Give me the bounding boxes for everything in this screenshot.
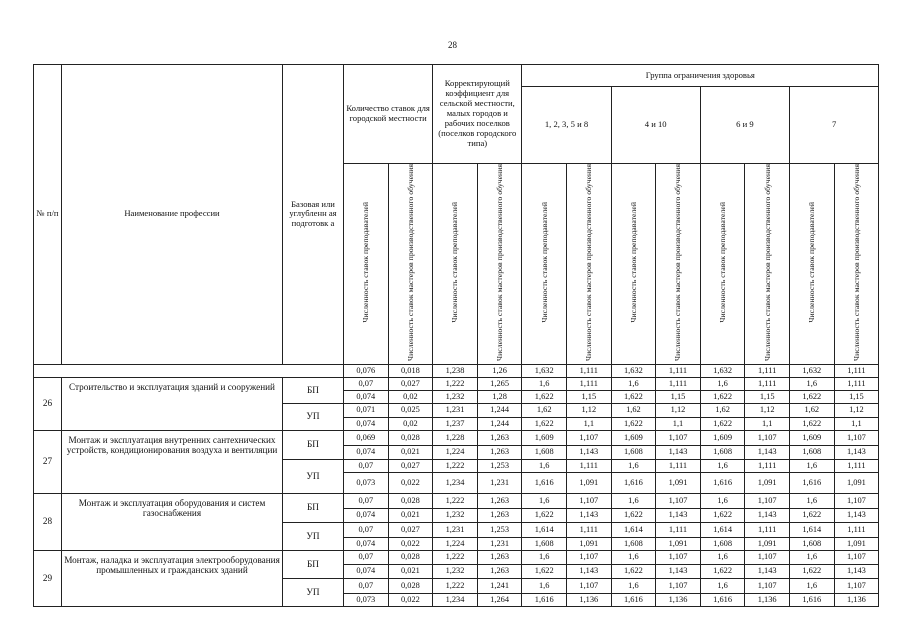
- value-cell: 1,6: [700, 493, 745, 508]
- profession-name: Монтаж, наладка и эксплуатация электрооборудования промышленных и гражданских зданий: [62, 550, 283, 606]
- value-cell: 1,1: [745, 417, 790, 430]
- value-cell: 1,107: [745, 430, 790, 445]
- value-cell: 1,622: [611, 417, 656, 430]
- value-cell: 1,1: [567, 417, 612, 430]
- value-cell: 0,07: [344, 377, 389, 390]
- value-cell: 0,021: [388, 508, 433, 522]
- value-cell: 0,074: [344, 564, 389, 578]
- value-cell: 1,12: [567, 403, 612, 417]
- header-city-group: Количество ставок для городской местности: [344, 65, 433, 164]
- value-cell: 1,6: [789, 550, 834, 564]
- value-cell: 1,6: [789, 377, 834, 390]
- value-cell: 1,264: [477, 593, 522, 606]
- value-cell: 0,074: [344, 417, 389, 430]
- value-cell: 1,222: [433, 493, 478, 508]
- value-cell: 1,234: [433, 593, 478, 606]
- staffing-table: [33, 64, 879, 607]
- health-group-2: 4 и 10: [611, 87, 700, 164]
- value-cell: 1,632: [522, 364, 567, 377]
- value-cell: 1,107: [834, 550, 879, 564]
- value-cell: 1,222: [433, 459, 478, 472]
- value-cell: 1,609: [700, 430, 745, 445]
- value-cell: 1,107: [567, 430, 612, 445]
- value-cell: 0,02: [388, 390, 433, 403]
- header-health-group: Группа ограничения здоровья: [522, 65, 879, 87]
- subheader-masters: [745, 164, 790, 365]
- value-cell: 1,263: [477, 564, 522, 578]
- value-cell: 1,222: [433, 377, 478, 390]
- subheader-teachers: [611, 164, 656, 365]
- training-type: БП: [283, 430, 344, 459]
- value-cell: 1,616: [611, 472, 656, 493]
- value-cell: 0,021: [388, 445, 433, 459]
- value-cell: 1,6: [789, 493, 834, 508]
- value-cell: 0,028: [388, 430, 433, 445]
- value-cell: 1,091: [745, 537, 790, 550]
- value-cell: 1,107: [567, 493, 612, 508]
- value-cell: 1,632: [789, 364, 834, 377]
- value-cell: 1,111: [834, 459, 879, 472]
- value-cell: 1,609: [611, 430, 656, 445]
- value-cell: 1,622: [789, 417, 834, 430]
- value-cell: 1,143: [745, 564, 790, 578]
- value-cell: 1,622: [611, 508, 656, 522]
- value-cell: 1,608: [700, 445, 745, 459]
- value-cell: 0,027: [388, 522, 433, 537]
- value-cell: 1,143: [656, 508, 701, 522]
- subheader-masters: [834, 164, 879, 365]
- value-cell: 1,107: [656, 550, 701, 564]
- value-cell: 0,028: [388, 550, 433, 564]
- value-cell: 1,091: [567, 537, 612, 550]
- value-cell: 1,6: [611, 550, 656, 564]
- value-cell: 1,6: [522, 578, 567, 593]
- value-cell: 1,622: [789, 564, 834, 578]
- value-cell: 1,111: [745, 459, 790, 472]
- profession-name: Монтаж и эксплуатация оборудования и систем газоснабжения: [62, 493, 283, 550]
- value-cell: 1,143: [834, 508, 879, 522]
- value-cell: 1,608: [789, 537, 834, 550]
- value-cell: 1,238: [433, 364, 478, 377]
- value-cell: 0,022: [388, 472, 433, 493]
- value-cell: 1,136: [834, 593, 879, 606]
- value-cell: 1,616: [789, 472, 834, 493]
- subheader-masters: [388, 164, 433, 365]
- table-row: [34, 550, 879, 564]
- subheader-text: Численность ставок преподавателей: [807, 202, 817, 323]
- value-cell: 1,263: [477, 430, 522, 445]
- value-cell: 1,609: [789, 430, 834, 445]
- value-cell: 0,076: [344, 364, 389, 377]
- subheader-masters: [477, 164, 522, 365]
- subheader-text: Численность ставок преподавателей: [450, 202, 460, 323]
- value-cell: 1,107: [834, 578, 879, 593]
- header-num: № п/п: [34, 65, 62, 365]
- subheader-text: Численность ставок преподавателей: [717, 202, 727, 323]
- subheader-masters: [656, 164, 701, 365]
- value-cell: 1,107: [834, 430, 879, 445]
- value-cell: 1,091: [834, 537, 879, 550]
- value-cell: 1,28: [477, 390, 522, 403]
- value-cell: 1,632: [611, 364, 656, 377]
- subheader-teachers: [789, 164, 834, 365]
- profession-number: 29: [34, 550, 62, 606]
- subheader-text: Численность ставок мастеров производственного обучения: [405, 164, 415, 361]
- value-cell: 0,027: [388, 377, 433, 390]
- value-cell: 1,231: [433, 522, 478, 537]
- subheader-masters: [567, 164, 612, 365]
- value-cell: 1,143: [567, 445, 612, 459]
- value-cell: 1,111: [567, 522, 612, 537]
- value-cell: 1,107: [834, 493, 879, 508]
- value-cell: 1,616: [611, 593, 656, 606]
- health-group-1: 1, 2, 3, 5 и 8: [522, 87, 611, 164]
- value-cell: 1,608: [522, 445, 567, 459]
- value-cell: 1,614: [611, 522, 656, 537]
- value-cell: 1,6: [700, 578, 745, 593]
- value-cell: 1,15: [567, 390, 612, 403]
- value-cell: 1,6: [789, 578, 834, 593]
- value-cell: 1,224: [433, 445, 478, 459]
- value-cell: 1,622: [611, 564, 656, 578]
- value-cell: 1,6: [700, 377, 745, 390]
- value-cell: 1,15: [834, 390, 879, 403]
- subheader-text: Численность ставок мастеров производственного обучения: [584, 164, 594, 361]
- value-cell: 1,622: [700, 564, 745, 578]
- value-cell: 1,616: [700, 472, 745, 493]
- value-cell: 1,6: [611, 459, 656, 472]
- value-cell: 1,6: [700, 459, 745, 472]
- value-cell: 0,074: [344, 390, 389, 403]
- value-cell: 0,028: [388, 493, 433, 508]
- subheader-text: Численность ставок преподавателей: [628, 202, 638, 323]
- value-cell: 1,614: [789, 522, 834, 537]
- value-cell: 1,111: [834, 522, 879, 537]
- value-cell: 1,107: [745, 578, 790, 593]
- value-cell: 1,136: [567, 593, 612, 606]
- value-cell: 1,111: [567, 364, 612, 377]
- value-cell: 1,234: [433, 472, 478, 493]
- value-cell: 1,26: [477, 364, 522, 377]
- subheader-text: Численность ставок мастеров производственного обучения: [762, 164, 772, 361]
- value-cell: 1,143: [834, 445, 879, 459]
- subheader-teachers: [344, 164, 389, 365]
- value-cell: 1,237: [433, 417, 478, 430]
- training-type: УП: [283, 522, 344, 550]
- value-cell: 1,6: [611, 578, 656, 593]
- value-cell: 0,071: [344, 403, 389, 417]
- value-cell: 0,07: [344, 578, 389, 593]
- value-cell: 1,263: [477, 445, 522, 459]
- value-cell: 1,62: [522, 403, 567, 417]
- value-cell: 1,107: [567, 578, 612, 593]
- value-cell: 1,222: [433, 550, 478, 564]
- header-base: Базовая или углубленн ая подготовк а: [283, 65, 344, 365]
- value-cell: 1,111: [745, 522, 790, 537]
- table-row: [34, 377, 879, 390]
- value-cell: 1,111: [567, 377, 612, 390]
- value-cell: 1,6: [522, 377, 567, 390]
- value-cell: 0,073: [344, 472, 389, 493]
- value-cell: 1,6: [700, 550, 745, 564]
- value-cell: 1,111: [656, 459, 701, 472]
- value-cell: 1,616: [789, 593, 834, 606]
- value-cell: 1,614: [522, 522, 567, 537]
- value-cell: 1,6: [522, 550, 567, 564]
- value-cell: 1,143: [745, 445, 790, 459]
- value-cell: 0,02: [388, 417, 433, 430]
- value-cell: 1,6: [522, 493, 567, 508]
- value-cell: 1,15: [745, 390, 790, 403]
- value-cell: 1,265: [477, 377, 522, 390]
- value-cell: 0,022: [388, 537, 433, 550]
- value-cell: 0,074: [344, 537, 389, 550]
- value-cell: 1,6: [611, 493, 656, 508]
- health-group-4: 7: [789, 87, 878, 164]
- profession-number: 27: [34, 430, 62, 493]
- value-cell: 1,091: [745, 472, 790, 493]
- training-type: УП: [283, 403, 344, 430]
- value-cell: 1,136: [745, 593, 790, 606]
- value-cell: 1,111: [834, 364, 879, 377]
- profession-name: Строительство и эксплуатация зданий и сооружений: [62, 377, 283, 430]
- value-cell: 0,027: [388, 459, 433, 472]
- value-cell: 1,616: [700, 593, 745, 606]
- value-cell: 0,069: [344, 430, 389, 445]
- value-cell: 1,6: [789, 459, 834, 472]
- value-cell: 1,62: [611, 403, 656, 417]
- value-cell: 1,107: [567, 550, 612, 564]
- value-cell: 1,143: [656, 445, 701, 459]
- intro-blank: [34, 364, 344, 377]
- value-cell: 1,107: [656, 430, 701, 445]
- value-cell: 1,622: [789, 508, 834, 522]
- value-cell: 0,028: [388, 578, 433, 593]
- value-cell: 0,07: [344, 493, 389, 508]
- value-cell: 1,253: [477, 522, 522, 537]
- value-cell: 1,1: [834, 417, 879, 430]
- value-cell: 1,12: [834, 403, 879, 417]
- value-cell: 1,263: [477, 550, 522, 564]
- value-cell: 1,111: [745, 364, 790, 377]
- profession-number: 26: [34, 377, 62, 430]
- value-cell: 1,263: [477, 493, 522, 508]
- profession-name: Монтаж и эксплуатация внутренних сантехнических устройств, кондиционирования воздуха и вентиляции: [62, 430, 283, 493]
- value-cell: 1,136: [656, 593, 701, 606]
- value-cell: 1,244: [477, 403, 522, 417]
- subheader-teachers: [522, 164, 567, 365]
- training-type: УП: [283, 459, 344, 493]
- value-cell: 1,091: [656, 537, 701, 550]
- value-cell: 1,143: [656, 564, 701, 578]
- value-cell: 0,018: [388, 364, 433, 377]
- value-cell: 1,222: [433, 578, 478, 593]
- subheader-text: Численность ставок мастеров производственного обучения: [494, 164, 504, 361]
- value-cell: 1,143: [567, 564, 612, 578]
- value-cell: 1,232: [433, 564, 478, 578]
- value-cell: 1,6: [611, 377, 656, 390]
- value-cell: 1,622: [522, 417, 567, 430]
- value-cell: 1,622: [522, 508, 567, 522]
- value-cell: 0,025: [388, 403, 433, 417]
- value-cell: 0,07: [344, 522, 389, 537]
- value-cell: 1,232: [433, 390, 478, 403]
- value-cell: 1,616: [522, 593, 567, 606]
- value-cell: 0,073: [344, 593, 389, 606]
- training-type: БП: [283, 550, 344, 578]
- value-cell: 0,074: [344, 445, 389, 459]
- value-cell: 1,1: [656, 417, 701, 430]
- value-cell: 0,022: [388, 593, 433, 606]
- value-cell: 1,12: [656, 403, 701, 417]
- subheader-text: Численность ставок мастеров производственного обучения: [851, 164, 861, 361]
- value-cell: 0,07: [344, 550, 389, 564]
- value-cell: 0,074: [344, 508, 389, 522]
- value-cell: 1,143: [834, 564, 879, 578]
- value-cell: 1,107: [745, 550, 790, 564]
- value-cell: 1,608: [611, 445, 656, 459]
- value-cell: 1,107: [656, 493, 701, 508]
- value-cell: 1,091: [834, 472, 879, 493]
- training-type: БП: [283, 493, 344, 522]
- value-cell: 1,224: [433, 537, 478, 550]
- table-row: [34, 430, 879, 445]
- value-cell: 1,622: [700, 417, 745, 430]
- value-cell: 1,15: [656, 390, 701, 403]
- subheader-text: Численность ставок преподавателей: [539, 202, 549, 323]
- value-cell: 1,608: [522, 537, 567, 550]
- value-cell: 1,622: [611, 390, 656, 403]
- value-cell: 1,107: [656, 578, 701, 593]
- value-cell: 1,62: [789, 403, 834, 417]
- value-cell: 1,632: [700, 364, 745, 377]
- value-cell: 1,241: [477, 578, 522, 593]
- value-cell: 1,12: [745, 403, 790, 417]
- value-cell: 1,111: [834, 377, 879, 390]
- value-cell: 1,609: [522, 430, 567, 445]
- profession-number: 28: [34, 493, 62, 550]
- value-cell: 1,232: [433, 508, 478, 522]
- page-number: 28: [448, 40, 457, 50]
- health-group-3: 6 и 9: [700, 87, 789, 164]
- value-cell: 1,253: [477, 459, 522, 472]
- value-cell: 1,608: [611, 537, 656, 550]
- subheader-teachers: [700, 164, 745, 365]
- value-cell: 1,228: [433, 430, 478, 445]
- value-cell: 1,111: [656, 364, 701, 377]
- value-cell: 1,622: [789, 390, 834, 403]
- value-cell: 1,622: [700, 390, 745, 403]
- value-cell: 1,143: [567, 508, 612, 522]
- value-cell: 1,622: [522, 564, 567, 578]
- intro-row: [34, 364, 879, 377]
- value-cell: 1,091: [567, 472, 612, 493]
- value-cell: 1,608: [789, 445, 834, 459]
- subheader-teachers: [433, 164, 478, 365]
- value-cell: 1,111: [656, 377, 701, 390]
- value-cell: 1,091: [656, 472, 701, 493]
- value-cell: 1,231: [433, 403, 478, 417]
- value-cell: 1,622: [522, 390, 567, 403]
- value-cell: 1,244: [477, 417, 522, 430]
- value-cell: 0,07: [344, 459, 389, 472]
- value-cell: 1,263: [477, 508, 522, 522]
- value-cell: 0,021: [388, 564, 433, 578]
- value-cell: 1,111: [745, 377, 790, 390]
- value-cell: 1,62: [700, 403, 745, 417]
- header-profession: Наименование профессии: [62, 65, 283, 365]
- value-cell: 1,107: [745, 493, 790, 508]
- value-cell: 1,608: [700, 537, 745, 550]
- value-cell: 1,111: [567, 459, 612, 472]
- value-cell: 1,616: [522, 472, 567, 493]
- value-cell: 1,231: [477, 472, 522, 493]
- header-coef-group: Корректирующий коэффициент для сельской местности, малых городов и рабочих поселков (поселков городского типа): [433, 65, 522, 164]
- value-cell: 1,143: [745, 508, 790, 522]
- value-cell: 1,622: [700, 508, 745, 522]
- training-type: УП: [283, 578, 344, 606]
- value-cell: 1,614: [700, 522, 745, 537]
- subheader-text: Численность ставок преподавателей: [361, 202, 371, 323]
- value-cell: 1,6: [522, 459, 567, 472]
- value-cell: 1,111: [656, 522, 701, 537]
- subheader-text: Численность ставок мастеров производственного обучения: [673, 164, 683, 361]
- training-type: БП: [283, 377, 344, 403]
- value-cell: 1,231: [477, 537, 522, 550]
- table-row: [34, 493, 879, 508]
